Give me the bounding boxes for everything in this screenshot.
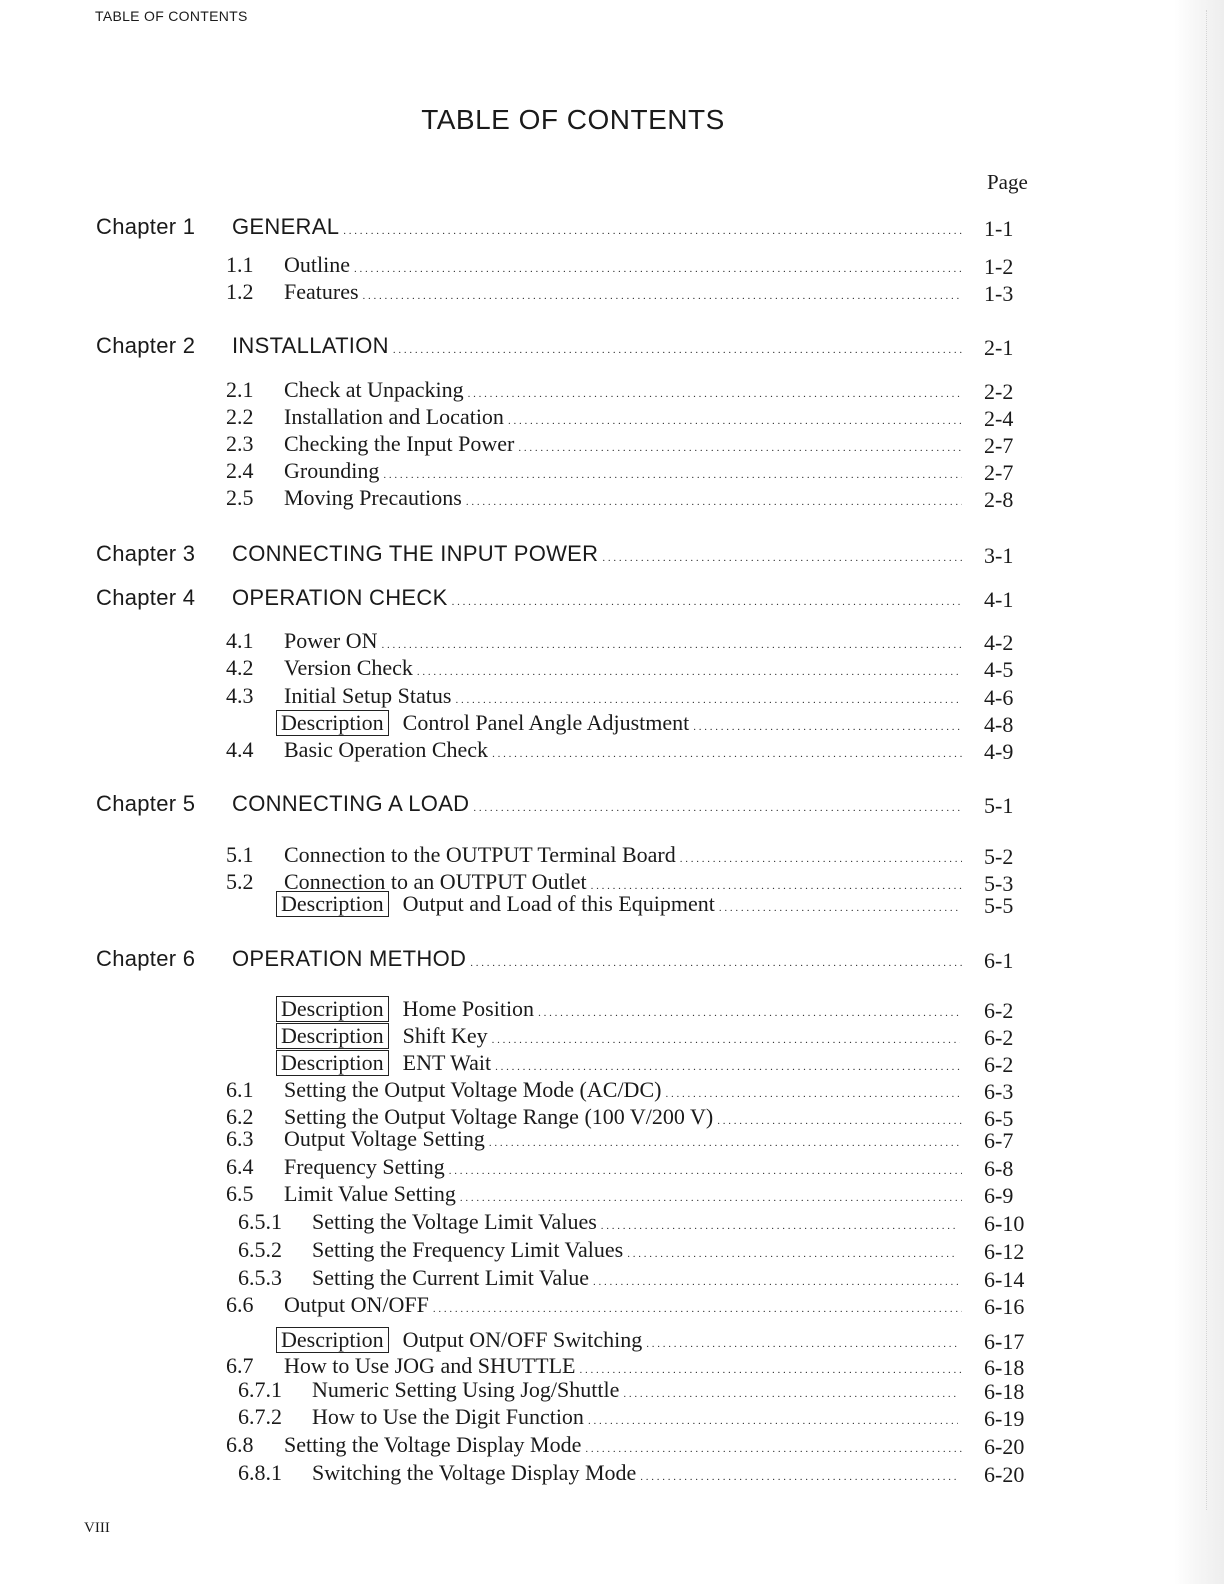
dot-leader <box>518 438 962 456</box>
toc-section-row <box>0 1126 1100 1154</box>
toc-entry-title: OPERATION CHECK <box>232 585 448 610</box>
toc-entry-title-line <box>284 1077 962 1103</box>
toc-entry-page: 6-2 <box>984 998 1014 1023</box>
toc-section-row <box>0 1154 1100 1182</box>
toc-entry-number: 6.1 <box>226 1077 254 1102</box>
toc-entry-title: Switching the Voltage Display Mode <box>312 1460 637 1485</box>
toc-entry-page: 4-2 <box>984 630 1014 655</box>
toc-entry-number: Chapter 6 <box>96 946 196 971</box>
toc-entry-title: Setting the Voltage Limit Values <box>312 1209 597 1234</box>
toc-entry-page: 5-1 <box>984 793 1014 818</box>
toc-entry-title: Basic Operation Check <box>284 737 489 762</box>
toc-entry-title: Output ON/OFF Switching <box>402 1327 643 1352</box>
toc-entry-number: 2.3 <box>226 431 254 456</box>
toc-entry-page: 4-6 <box>984 685 1014 710</box>
toc-section-row <box>0 737 1100 765</box>
toc-entry-title-line <box>312 1209 958 1235</box>
toc-entry-title: Installation and Location <box>284 404 504 429</box>
toc-description-row <box>0 1023 1100 1051</box>
toc-entry-number: 6.6 <box>226 1292 254 1317</box>
toc-entry-number: Chapter 2 <box>96 333 196 358</box>
toc-entry-page: 6-14 <box>984 1267 1025 1292</box>
toc-section-row <box>0 1265 1100 1293</box>
toc-section-row <box>0 1292 1100 1320</box>
toc-section-row <box>0 1377 1100 1405</box>
dot-leader <box>680 849 962 867</box>
toc-entry-number: 4.4 <box>226 737 254 762</box>
toc-entry-title: Output ON/OFF <box>284 1292 429 1317</box>
toc-entry-number: 6.8.1 <box>238 1460 282 1485</box>
toc-section-row <box>0 377 1100 405</box>
toc-entry-title-line <box>284 1353 962 1379</box>
toc-entry-page: 6-12 <box>984 1239 1025 1264</box>
toc-entry-number: 6.2 <box>226 1104 254 1129</box>
toc-entry-title-line <box>284 404 962 430</box>
dot-leader <box>433 1299 962 1317</box>
toc-entry-title: Numeric Setting Using Jog/Shuttle <box>312 1377 620 1402</box>
toc-entry-page: 6-2 <box>984 1052 1014 1077</box>
toc-entry-title-line <box>284 1181 962 1207</box>
toc-section-row <box>0 1077 1100 1105</box>
toc-entry-title-line <box>276 1050 960 1076</box>
toc-entry-number: 5.1 <box>226 842 254 867</box>
toc-entry-page: 2-2 <box>984 379 1014 404</box>
dot-leader <box>640 1467 958 1485</box>
toc-description-row <box>0 1050 1100 1078</box>
scan-edge-shadow <box>1174 0 1224 1584</box>
dot-leader <box>383 465 962 483</box>
toc-section-row <box>0 628 1100 656</box>
dot-leader <box>646 1334 960 1352</box>
toc-entry-title: Shift Key <box>402 1023 488 1048</box>
toc-chapter-row <box>0 333 1100 361</box>
toc-section-row <box>0 279 1100 307</box>
toc-entry-title-line <box>284 1126 962 1152</box>
dot-leader <box>593 1272 958 1290</box>
toc-entry-title-line <box>284 842 962 868</box>
page-number: VIII <box>84 1520 110 1536</box>
toc-entry-title-line <box>284 458 962 484</box>
toc-entry-number: 4.3 <box>226 683 254 708</box>
toc-entry-page: 2-7 <box>984 460 1014 485</box>
toc-entry-title: Outline <box>284 252 350 277</box>
toc-entry-page: 1-3 <box>984 281 1014 306</box>
toc-entry-page: 6-9 <box>984 1183 1014 1208</box>
toc-entry-title: How to Use the Digit Function <box>312 1404 584 1429</box>
toc-entry-number: 6.4 <box>226 1154 254 1179</box>
toc-entry-title-line <box>284 1154 962 1180</box>
toc-section-row <box>0 1209 1100 1237</box>
toc-entry-title-line <box>232 333 962 359</box>
toc-entry-title-line <box>312 1460 958 1486</box>
dot-leader <box>601 1216 958 1234</box>
dot-leader <box>627 1244 958 1262</box>
toc-entry-page: 6-20 <box>984 1462 1025 1487</box>
toc-section-row <box>0 1404 1100 1432</box>
dot-leader <box>492 1030 960 1048</box>
toc-entry-number: Chapter 1 <box>96 214 196 239</box>
toc-entry-page: 5-5 <box>984 893 1014 918</box>
dot-leader <box>470 953 962 971</box>
dot-leader <box>719 898 960 916</box>
description-box-label: Description <box>276 891 389 917</box>
toc-entry-title-line <box>284 628 962 654</box>
description-box-label: Description <box>276 996 389 1022</box>
toc-entry-number: 2.2 <box>226 404 254 429</box>
toc-entry-title: Home Position <box>402 996 535 1021</box>
toc-entry-title-line <box>232 214 962 240</box>
toc-entry-title: Initial Setup Status <box>284 683 452 708</box>
toc-entry-title: Checking the Input Power <box>284 431 515 456</box>
dot-leader <box>460 1188 962 1206</box>
toc-entry-number: Chapter 3 <box>96 541 196 566</box>
toc-entry-title-line <box>284 252 962 278</box>
toc-entry-title: Grounding <box>284 458 380 483</box>
toc-entry-page: 6-8 <box>984 1156 1014 1181</box>
page-column-label: Page <box>987 170 1028 194</box>
toc-entry-page: 4-8 <box>984 712 1014 737</box>
toc-entry-page: 6-19 <box>984 1406 1025 1431</box>
toc-entry-page: 6-18 <box>984 1355 1025 1380</box>
dot-leader <box>665 1084 962 1102</box>
toc-section-row <box>0 1432 1100 1460</box>
toc-section-row <box>0 252 1100 280</box>
toc-entry-title-line <box>284 737 962 763</box>
toc-description-row <box>0 1327 1100 1355</box>
toc-entry-title-line <box>232 946 962 972</box>
toc-section-row <box>0 431 1100 459</box>
toc-entry-number: 2.4 <box>226 458 254 483</box>
toc-entry-number: 6.5.1 <box>238 1209 282 1234</box>
toc-entry-page: 6-10 <box>984 1211 1025 1236</box>
description-box-label: Description <box>276 710 389 736</box>
toc-entry-number: 6.3 <box>226 1126 254 1151</box>
toc-entry-title-line <box>276 710 960 736</box>
dot-leader <box>579 1360 962 1378</box>
toc-entry-title-line <box>284 377 962 403</box>
toc-entry-number: Chapter 5 <box>96 791 196 816</box>
toc-entry-title-line <box>232 791 962 817</box>
dot-leader <box>495 1057 960 1075</box>
toc-entry-title-line <box>284 431 962 457</box>
dot-leader <box>452 592 962 610</box>
toc-entry-number: 6.7.1 <box>238 1377 282 1402</box>
dot-leader <box>449 1161 962 1179</box>
toc-entry-title: Output and Load of this Equipment <box>402 891 715 916</box>
toc-entry-title-line <box>232 585 962 611</box>
toc-entry-title: Power ON <box>284 628 378 653</box>
toc-chapter-row <box>0 585 1100 613</box>
toc-chapter-row <box>0 214 1100 242</box>
toc-entry-page: 6-20 <box>984 1434 1025 1459</box>
dot-leader <box>623 1384 958 1402</box>
dot-leader <box>602 548 962 566</box>
toc-entry-number: 1.1 <box>226 252 254 277</box>
toc-description-row <box>0 996 1100 1024</box>
dot-leader <box>393 340 962 358</box>
toc-entry-page: 6-18 <box>984 1379 1025 1404</box>
toc-entry-page: 5-2 <box>984 844 1014 869</box>
toc-description-row <box>0 891 1100 919</box>
toc-section-row <box>0 485 1100 513</box>
toc-entry-title-line <box>312 1404 958 1430</box>
toc-entry-page: 6-2 <box>984 1025 1014 1050</box>
dot-leader <box>588 1411 958 1429</box>
toc-entry-title: Setting the Output Voltage Mode (AC/DC) <box>284 1077 662 1102</box>
dot-leader <box>382 635 963 653</box>
toc-entry-title: Check at Unpacking <box>284 377 464 402</box>
toc-entry-page: 4-5 <box>984 657 1014 682</box>
toc-entry-title: Connection to the OUTPUT Terminal Board <box>284 842 676 867</box>
toc-entry-page: 4-9 <box>984 739 1014 764</box>
toc-entry-title: Version Check <box>284 655 413 680</box>
toc-entry-title-line <box>276 996 960 1022</box>
toc-entry-title-line <box>276 1327 960 1353</box>
toc-entry-title: GENERAL <box>232 214 340 239</box>
toc-entry-title: CONNECTING THE INPUT POWER <box>232 541 599 566</box>
toc-entry-page: 4-1 <box>984 587 1014 612</box>
toc-entry-number: 1.2 <box>226 279 254 304</box>
toc-entry-page: 6-3 <box>984 1079 1014 1104</box>
toc-entry-title: Features <box>284 279 359 304</box>
toc-section-row <box>0 683 1100 711</box>
toc-chapter-row <box>0 541 1100 569</box>
dot-leader <box>538 1003 960 1021</box>
toc-entry-page: 6-16 <box>984 1294 1025 1319</box>
toc-chapter-row <box>0 791 1100 819</box>
toc-entry-number: 5.2 <box>226 869 254 894</box>
toc-entry-page: 1-1 <box>984 216 1014 241</box>
toc-entry-number: 6.7.2 <box>238 1404 282 1429</box>
toc-entry-title-line <box>312 1237 958 1263</box>
toc-section-row <box>0 655 1100 683</box>
description-box-label: Description <box>276 1023 389 1049</box>
toc-entry-number: 6.7 <box>226 1353 254 1378</box>
dot-leader <box>455 690 962 708</box>
toc-entry-page: 5-3 <box>984 871 1014 896</box>
toc-entry-title-line <box>312 1377 958 1403</box>
toc-entry-title: ENT Wait <box>402 1050 492 1075</box>
dot-leader <box>473 798 962 816</box>
toc-entry-number: 2.1 <box>226 377 254 402</box>
toc-entry-title-line <box>232 541 962 567</box>
toc-entry-title-line <box>284 1432 962 1458</box>
dot-leader <box>508 411 962 429</box>
dot-leader <box>417 662 962 680</box>
toc-chapter-row <box>0 946 1100 974</box>
toc-entry-title-line <box>284 485 962 511</box>
dot-leader <box>468 384 962 402</box>
dot-leader <box>466 492 962 510</box>
toc-section-row <box>0 404 1100 432</box>
toc-entry-title: INSTALLATION <box>232 333 389 358</box>
toc-entry-page: 6-1 <box>984 948 1014 973</box>
toc-entry-title: OPERATION METHOD <box>232 946 467 971</box>
toc-entry-number: 6.8 <box>226 1432 254 1457</box>
toc-entry-title-line <box>284 1292 962 1318</box>
dot-leader <box>693 717 960 735</box>
toc-entry-page: 2-8 <box>984 487 1014 512</box>
toc-entry-page: 6-5 <box>984 1106 1014 1131</box>
toc-entry-number: Chapter 4 <box>96 585 196 610</box>
toc-entry-title: How to Use JOG and SHUTTLE <box>284 1353 576 1378</box>
toc-entry-title: Setting the Current Limit Value <box>312 1265 589 1290</box>
toc-entry-page: 2-4 <box>984 406 1014 431</box>
toc-entry-title-line <box>284 655 962 681</box>
toc-entry-page: 3-1 <box>984 543 1014 568</box>
toc-entry-title: Control Panel Angle Adjustment <box>402 710 690 735</box>
dot-leader <box>343 221 962 239</box>
toc-entry-title: Frequency Setting <box>284 1154 445 1179</box>
toc-entry-page: 2-7 <box>984 433 1014 458</box>
running-header: TABLE OF CONTENTS <box>95 8 248 24</box>
dot-leader <box>354 259 962 277</box>
dot-leader <box>492 744 962 762</box>
toc-entry-title: Moving Precautions <box>284 485 462 510</box>
toc-entry-title-line <box>276 1023 960 1049</box>
toc-entry-title-line <box>284 683 962 709</box>
dot-leader <box>489 1133 962 1151</box>
description-box-label: Description <box>276 1050 389 1076</box>
toc-section-row <box>0 1460 1100 1488</box>
dot-leader <box>363 286 962 304</box>
toc-entry-title: Setting the Frequency Limit Values <box>312 1237 624 1262</box>
toc-entry-title: Output Voltage Setting <box>284 1126 485 1151</box>
dot-leader <box>585 1439 962 1457</box>
toc-entry-number: 2.5 <box>226 485 254 510</box>
page-title: TABLE OF CONTENTS <box>421 104 725 135</box>
toc-entry-number: 4.1 <box>226 628 254 653</box>
toc-entry-title: CONNECTING A LOAD <box>232 791 470 816</box>
toc-entry-title-line <box>284 279 962 305</box>
description-box-label: Description <box>276 1327 389 1353</box>
toc-section-row <box>0 458 1100 486</box>
toc-entry-number: 4.2 <box>226 655 254 680</box>
toc-entry-page: 6-17 <box>984 1329 1025 1354</box>
toc-entry-title: Connection to an OUTPUT Outlet <box>284 869 587 894</box>
toc-section-row <box>0 1181 1100 1209</box>
toc-entry-title: Setting the Output Voltage Range (100 V/200 V) <box>284 1104 714 1129</box>
toc-entry-page: 2-1 <box>984 335 1014 360</box>
toc-entry-number: 6.5.2 <box>238 1237 282 1262</box>
toc-entry-title-line <box>312 1265 958 1291</box>
toc-section-row <box>0 1237 1100 1265</box>
toc-description-row <box>0 710 1100 738</box>
toc-entry-page: 1-2 <box>984 254 1014 279</box>
toc-entry-page: 6-7 <box>984 1128 1014 1153</box>
toc-entry-title: Setting the Voltage Display Mode <box>284 1432 582 1457</box>
toc-entry-title: Limit Value Setting <box>284 1181 456 1206</box>
toc-entry-number: 6.5.3 <box>238 1265 282 1290</box>
toc-entry-number: 6.5 <box>226 1181 254 1206</box>
toc-entry-title-line <box>276 891 960 917</box>
toc-section-row <box>0 842 1100 870</box>
